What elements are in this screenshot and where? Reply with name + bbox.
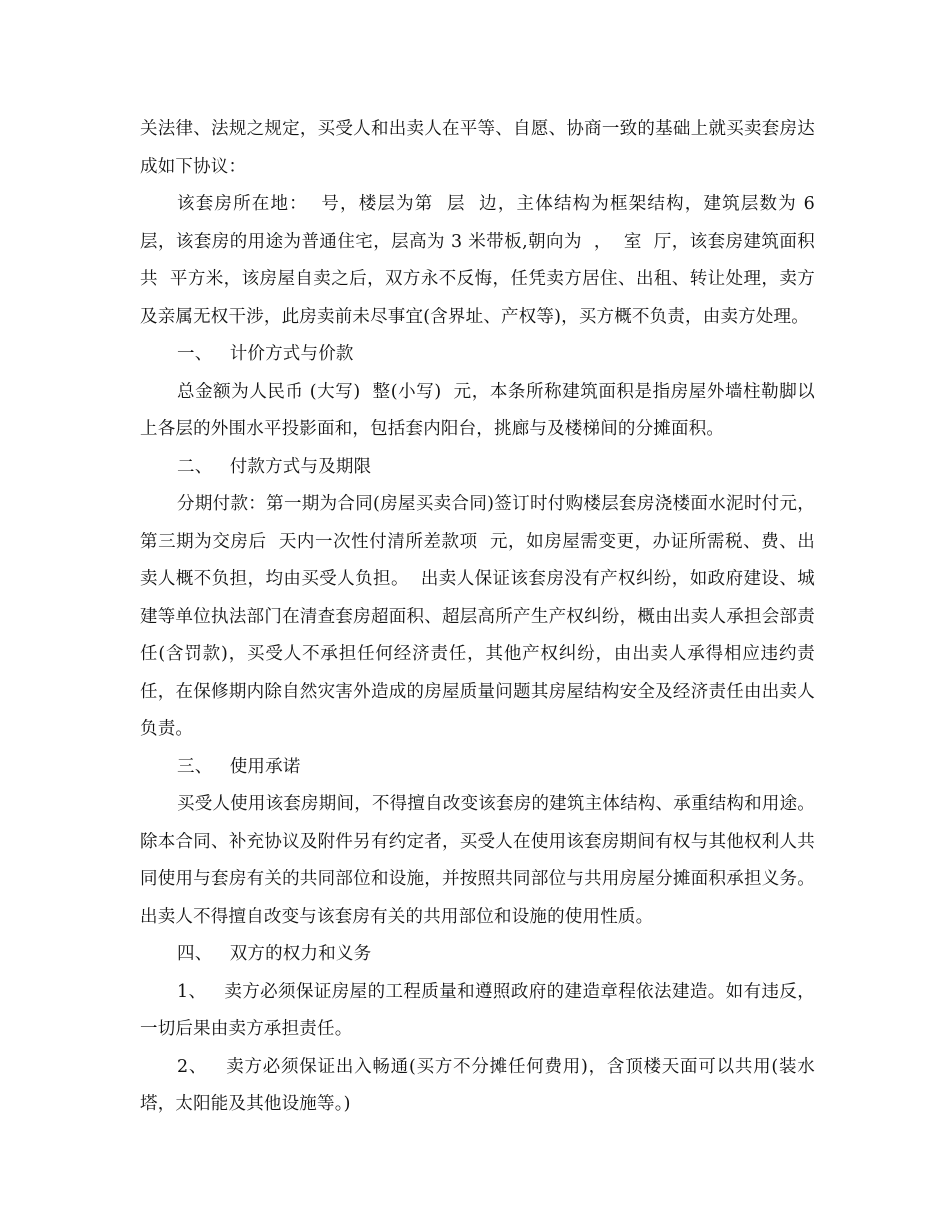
section-heading-usage-commitment: 三、 使用承诺 bbox=[177, 756, 301, 777]
paragraph-obligation-2: 2、 卖方必须保证出入畅通(买方不分摊任何费用)，含顶楼天面可以共用(装水塔，太阳能及其他设施等。) bbox=[140, 1056, 815, 1114]
document-body bbox=[140, 111, 821, 1124]
paragraph-installment-payment: 分期付款：第一期为合同(房屋买卖合同)签订时付购楼层套房浇楼面水泥时付元，第三期为交房后 天内一次性付清所差款项 元，如房屋需变更，办证所需税、费、出卖人概不负担，均由买受人负担。 出卖人保证该套房没有产权纠纷，如政府建设、城建等单位执法部门在清查套房超面积、超层高所产生产权纠纷，概由出卖人承担会部责任(含罚款)，买受人不承担任何经济责任，其他产权纠纷，由出卖人承得相应违约责任，在保修期内除自然灾害外造成的房屋质量问题其房屋结构安全及经济责任由出卖人负责。 bbox=[140, 494, 815, 739]
paragraph-continuation: 关法律、法规之规定，买受人和出卖人在平等、自愿、协商一致的基础上就买卖套房达成如下协议： bbox=[140, 119, 815, 177]
section-heading-rights-obligations: 四、 双方的权力和义务 bbox=[177, 944, 372, 964]
paragraph-usage-commitment: 买受人使用该套房期间，不得擅自改变该套房的建筑主体结构、承重结构和用途。除本合同、补充协议及附件另有约定者，买受人在使用该套房期间有权与其他权利人共同使用与套房有关的共同部位和设施，并按照共同部位与共用房屋分摊面积承担义务。出卖人不得擅自改变与该套房有关的共用部位和设施的使用性质。 bbox=[140, 794, 815, 927]
paragraph-property-location: 该套房所在地： 号，楼层为第 层 边，主体结构为框架结构，建筑层数为 6 层，该套房的用途为普通住宅，层高为 3 米带板,朝向为 ， 室 厅，该套房建筑面积共 平方米，该房屋自卖之后，双方永不反悔，任凭卖方居住、出租、转让处理，卖方及亲属无权干涉，此房卖前未尽事宜(含界址、产权等)，买方概不负责，由卖方处理。 bbox=[140, 194, 821, 327]
paragraph-total-amount: 总金额为人民币 (大写) 整(小写) 元，本条所称建筑面积是指房屋外墙柱勒脚以上各层的外围水平投影面和，包括套内阳台，挑廊与及楼梯间的分摊面积。 bbox=[140, 381, 815, 439]
paragraph-obligation-1: 1、 卖方必须保证房屋的工程质量和遵照政府的建造章程依法建造。如有违反，一切后果由卖方承担责任。 bbox=[140, 981, 815, 1039]
section-heading-pricing: 一、 计价方式与价款 bbox=[177, 344, 354, 364]
section-heading-payment: 二、 付款方式与及期限 bbox=[177, 456, 372, 477]
